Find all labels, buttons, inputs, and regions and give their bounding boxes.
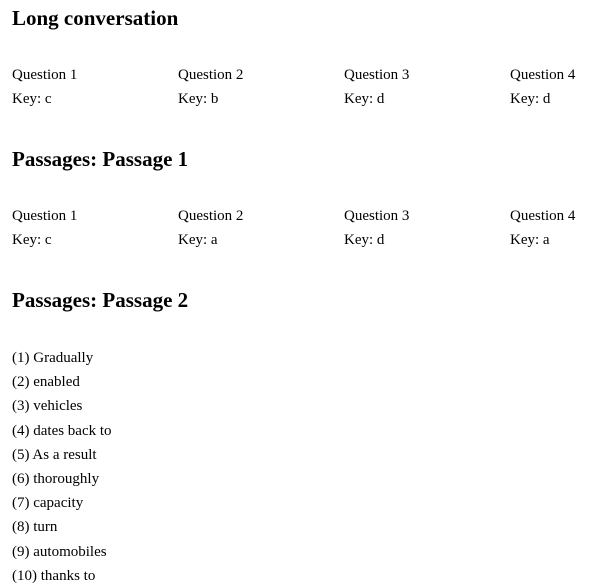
answer-key-table-long-conversation xyxy=(12,63,596,111)
section-title-passage-2: Passages: Passage 2 xyxy=(12,288,189,312)
answer-key: Key: d xyxy=(344,90,385,107)
key-row xyxy=(12,228,596,252)
answer-list-passage-2 xyxy=(12,346,112,588)
list-item: (2) enabled xyxy=(12,374,80,391)
answer-key: Key: d xyxy=(344,231,385,248)
list-item: (4) dates back to xyxy=(12,422,112,439)
list-item: (6) thoroughly xyxy=(12,470,100,487)
list-item: (7) capacity xyxy=(12,495,84,512)
answer-key: Key: a xyxy=(178,231,218,248)
answer-key: Key: b xyxy=(178,90,219,107)
answer-key: Key: c xyxy=(12,90,52,107)
question-label: Question 2 xyxy=(178,207,244,224)
key-row xyxy=(12,87,596,111)
question-row xyxy=(12,63,596,87)
section-title-long-conversation: Long conversation xyxy=(12,6,179,30)
answer-key: Key: c xyxy=(12,231,52,248)
list-item: (5) As a result xyxy=(12,446,97,463)
list-item: (3) vehicles xyxy=(12,398,83,415)
question-row xyxy=(12,204,596,228)
question-label: Question 4 xyxy=(510,207,576,224)
question-label: Question 3 xyxy=(344,207,410,224)
list-item: (9) automobiles xyxy=(12,543,107,560)
answer-key: Key: a xyxy=(510,231,550,248)
question-label: Question 1 xyxy=(12,207,78,224)
question-label: Question 4 xyxy=(510,66,576,83)
answer-key-table-passage-1 xyxy=(12,204,596,252)
list-item: (1) Gradually xyxy=(12,350,94,366)
answer-key: Key: d xyxy=(510,90,551,107)
list-item: (8) turn xyxy=(12,519,58,536)
list-item: (10) thanks to xyxy=(12,567,96,584)
section-title-passage-1: Passages: Passage 1 xyxy=(12,147,189,171)
question-label: Question 1 xyxy=(12,66,78,83)
question-label: Question 2 xyxy=(178,66,244,83)
question-label: Question 3 xyxy=(344,66,410,83)
